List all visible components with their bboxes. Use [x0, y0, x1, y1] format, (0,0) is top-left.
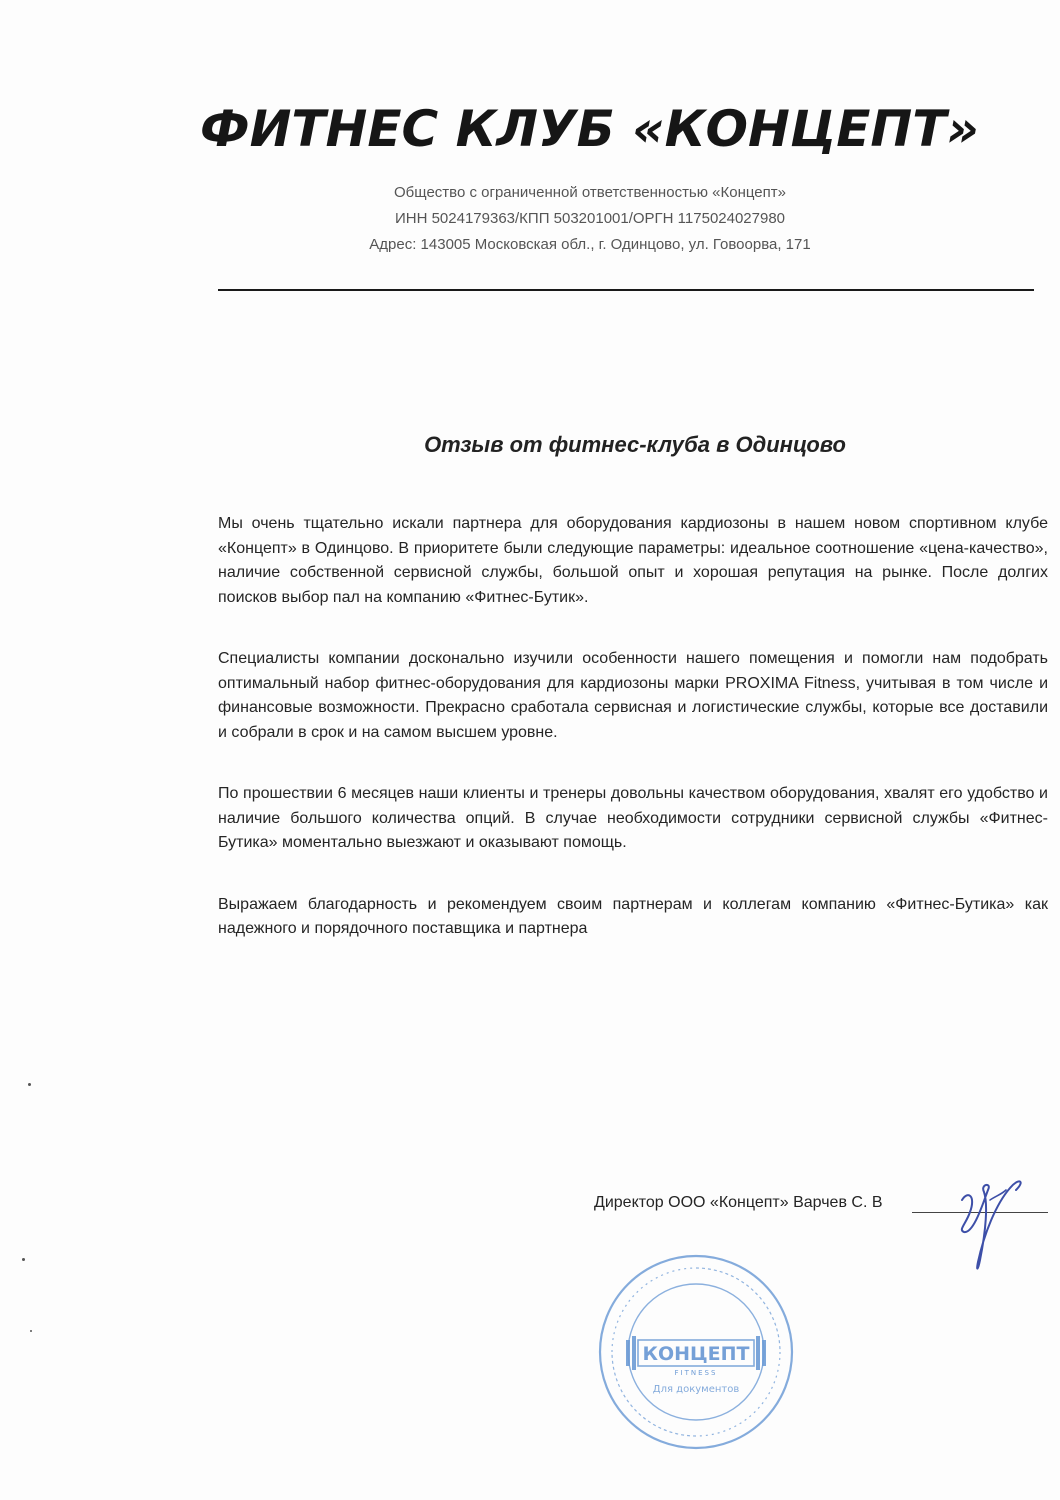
letter-heading: Отзыв от фитнес-клуба в Одинцово [424, 432, 846, 457]
letterhead-divider [218, 289, 1034, 291]
stamp-logo-subtext: FITNESS [674, 1369, 718, 1377]
company-ids: ИНН 5024179363/КПП 503201001/ОРГН 1175024027980 [394, 210, 786, 227]
paragraph-2: Специалисты компании досконально изучили особенности нашего помещения и помогли нам подобрать оптимальный набор фитнес-оборудования для кардиозоны марки PROXIMA Fitness, учитывая в том числе и финансовые возможности. Прекрасно сработала сервисная и логистические службы, которые все доставили и собрали в срок и на самом высшем уровне. [218, 650, 1048, 741]
scan-speck [30, 1330, 32, 1332]
stamp-logo-text: КОНЦЕПТ [642, 1343, 750, 1365]
letter-body [218, 512, 1048, 979]
company-stamp [596, 1252, 796, 1452]
company-name: Общество с ограниченной ответственностью «Концепт» [394, 184, 786, 201]
company-requisites [300, 180, 880, 258]
paragraph-3: По прошествии 6 месяцев наши клиенты и тренеры довольны качеством оборудования, хвалят его удобство и наличие большого количества опций. В случае необходимости сотрудники сервисной службы «Фитнес-Бутика» моментально выезжают и оказывают помощь. [218, 785, 1048, 851]
scan-speck [22, 1258, 25, 1261]
paragraph-4: Выражаем благодарность и рекомендуем своим партнерам и коллегам компанию «Фитнес-Бутика» как надежного и порядочного поставщика и партнера [218, 895, 1048, 937]
signatory-line: Директор ООО «Концепт» Варчев С. В [594, 1194, 883, 1211]
letterhead-title: ФИТНЕС КЛУБ «КОНЦЕПТ» [200, 100, 979, 158]
paragraph-1: Мы очень тщательно искали партнера для оборудования кардиозоны в нашем новом спортивном клубе «Концепт» в Одинцово. В приоритете были следующие параметры: идеальное соотношение «цена-качество», наличие собственной сервисной службы, большой опыт и хорошая репутация на рынке. После долгих поисков выбор пал на компанию «Фитнес-Бутик». [218, 515, 1048, 606]
company-address: Адрес: 143005 Московская обл., г. Одинцово, ул. Говоорва, 171 [369, 236, 811, 253]
stamp-center-text: Для документов [652, 1384, 740, 1395]
handwritten-signature [940, 1160, 1040, 1280]
scan-speck [28, 1083, 31, 1086]
